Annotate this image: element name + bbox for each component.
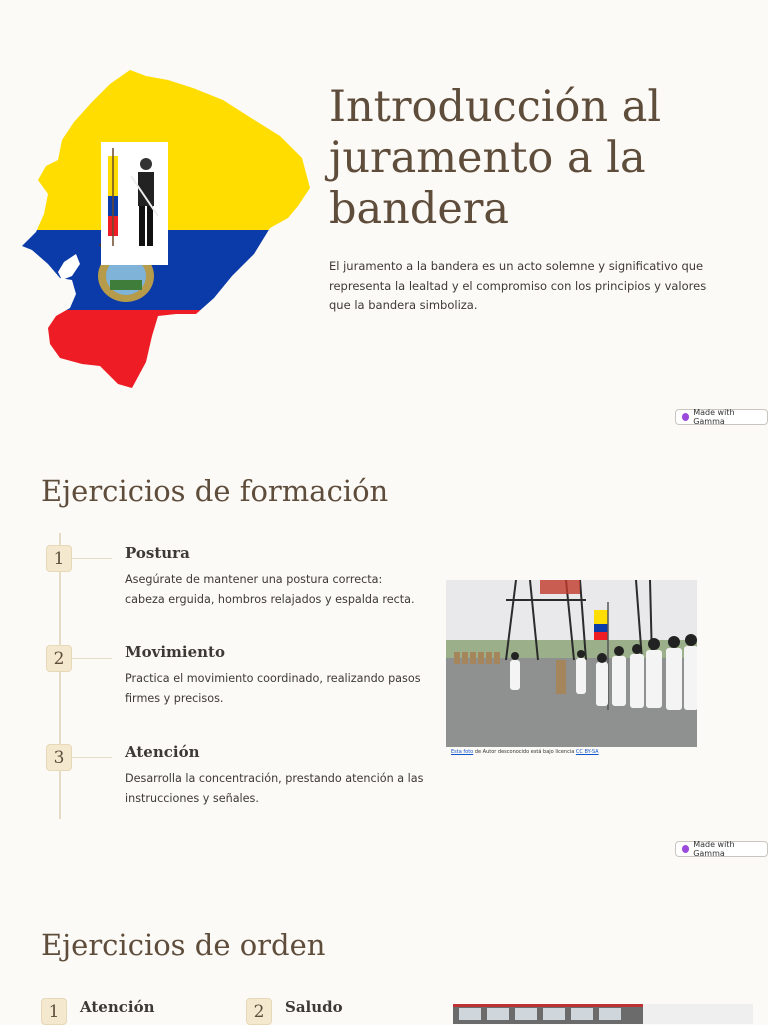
caption-license-link[interactable]: CC BY-SA <box>575 749 599 755</box>
badge-label: Made with Gamma <box>693 840 735 858</box>
step-description: Desarrolla la concentración, prestando atención a las instrucciones y señales. <box>125 772 424 805</box>
step-number-badge: 3 <box>46 744 72 771</box>
badge-label: Made with Gamma <box>693 408 735 426</box>
step-number-badge: 2 <box>46 645 72 672</box>
step-title: Movimiento <box>125 643 225 661</box>
gamma-logo-icon <box>682 413 689 421</box>
gamma-logo-icon <box>682 845 689 853</box>
step-connector <box>72 558 112 559</box>
ecuador-flag-map <box>18 66 314 392</box>
section-title-orden: Ejercicios de orden <box>41 928 326 962</box>
made-with-gamma-badge[interactable] <box>675 409 768 425</box>
photo-caption <box>451 749 599 755</box>
school-building-photo <box>453 1004 753 1024</box>
step-connector <box>72 658 112 659</box>
page-title: Introducción al juramento a la bandera <box>329 82 662 234</box>
step-title: Postura <box>125 544 190 562</box>
section-title-formacion: Ejercicios de formación <box>41 474 389 508</box>
step-number-badge: 2 <box>246 998 272 1025</box>
step-connector <box>72 757 112 758</box>
step-title: Atención <box>80 998 155 1016</box>
step-number-badge: 1 <box>41 998 67 1025</box>
caption-text: de Autor desconocido está bajo licencia <box>473 749 576 755</box>
intro-description: El juramento a la bandera es un acto solemne y significativo que representa la lealtad y el compromiso con los principios y valores que la bandera simboliza. <box>329 259 707 312</box>
caption-photo-link[interactable]: Esta foto <box>451 749 474 755</box>
flag-ceremony-photo <box>446 580 697 747</box>
timeline-line <box>59 533 61 819</box>
step-number-badge: 1 <box>46 545 72 572</box>
step-title: Saludo <box>285 998 343 1016</box>
made-with-gamma-badge[interactable] <box>675 841 768 857</box>
step-description: Practica el movimiento coordinado, realizando pasos firmes y precisos. <box>125 672 421 705</box>
step-title: Atención <box>125 743 200 761</box>
step-description: Asegúrate de mantener una postura correcta: cabeza erguida, hombros relajados y espalda recta. <box>125 573 415 606</box>
